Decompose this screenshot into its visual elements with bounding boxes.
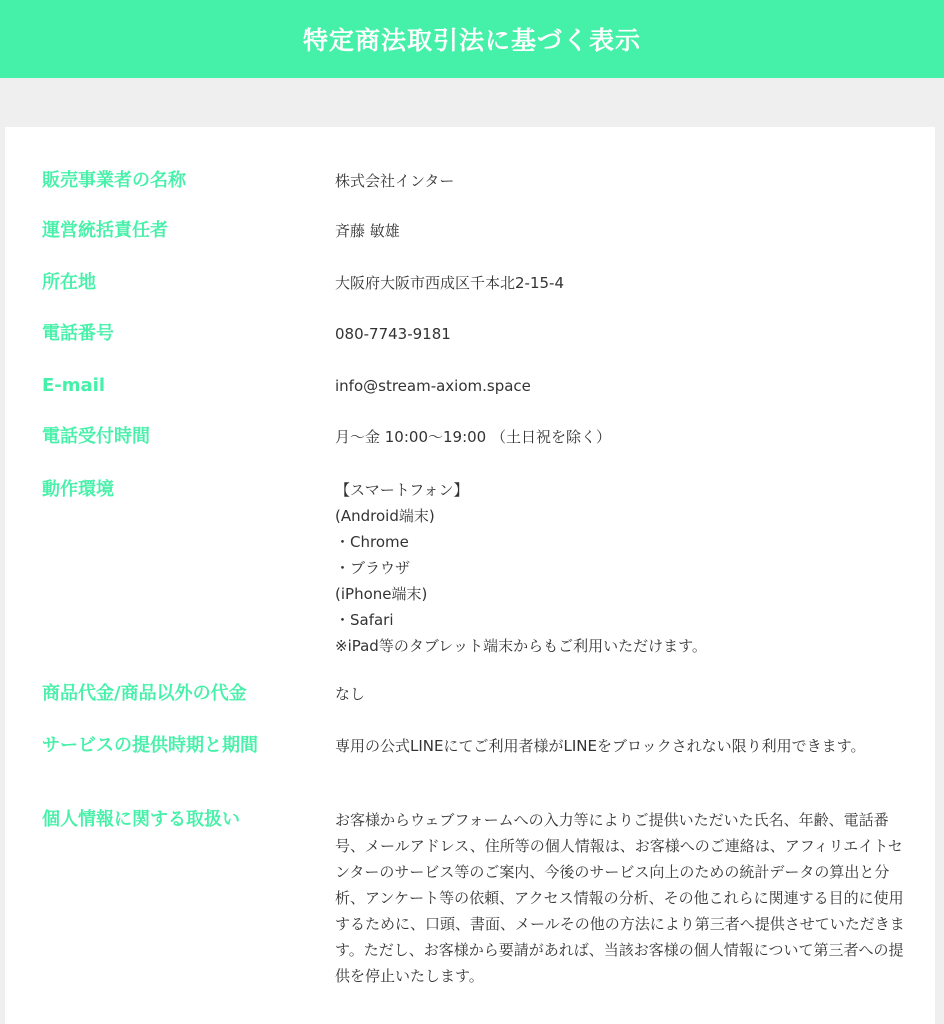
info-table [5,127,935,1024]
price-value: なし [335,685,366,703]
price-label: 商品代金/商品以外の代金 [42,683,247,704]
environment-line: ・ブラウザ [335,559,411,577]
privacy-label: 個人情報に関する取扱い [42,809,240,830]
manager-value: 斉藤 敏雄 [335,222,400,240]
privacy-value: お客様からウェブフォームへの入力等によりご提供いただいた氏名、年齢、電話番号、メールアドレス、住所等の個人情報は、お客様へのご連絡は、アフィリエイトセンターのサービス等のご案内、今後のサービス向上のための統計データの算出と分析、アンケート等の依頼、アクセス情報の分析、その他これらに関連する目的に使用するために、口頭、書面、メールその他の方法により第三者へ提供させていただきます。ただし、お客様から要請があれば、当該お客様の個人情報について第三者への提供を停止いたします。 [335,811,905,985]
environment-line: (Android端末) [335,507,435,525]
email-label: E-mail [42,375,106,396]
environment-line: ・Safari [335,611,394,629]
phone-label: 電話番号 [42,323,114,344]
environment-line: (iPhone端末) [335,585,428,603]
service-value: 専用の公式LINEにてご利用者様がLINEをブロックされない限り利用できます。 [335,737,866,755]
environment-label: 動作環境 [42,479,114,500]
environment-line: ・Chrome [335,533,409,551]
manager-label: 運営統括責任者 [42,220,168,241]
seller-value: 株式会社インター [335,172,455,190]
service-label: サービスの提供時期と期間 [42,735,258,756]
seller-label: 販売事業者の名称 [42,170,186,191]
hours-label: 電話受付時間 [42,426,150,447]
page-title: 特定商法取引法に基づく表示 [302,26,641,55]
page-header [0,0,944,78]
phone-value: 080-7743-9181 [335,325,451,343]
environment-value [335,477,905,659]
address-label: 所在地 [42,272,96,293]
environment-line: 【スマートフォン】 [335,481,469,499]
environment-line: ※iPad等のタブレット端末からもご利用いただけます。 [335,637,707,655]
address-value: 大阪府大阪市西成区千本北2-15-4 [335,274,565,292]
hours-value: 月〜金 10:00〜19:00 （土日祝を除く） [335,428,611,446]
email-value: info@stream-axiom.space [335,377,531,395]
